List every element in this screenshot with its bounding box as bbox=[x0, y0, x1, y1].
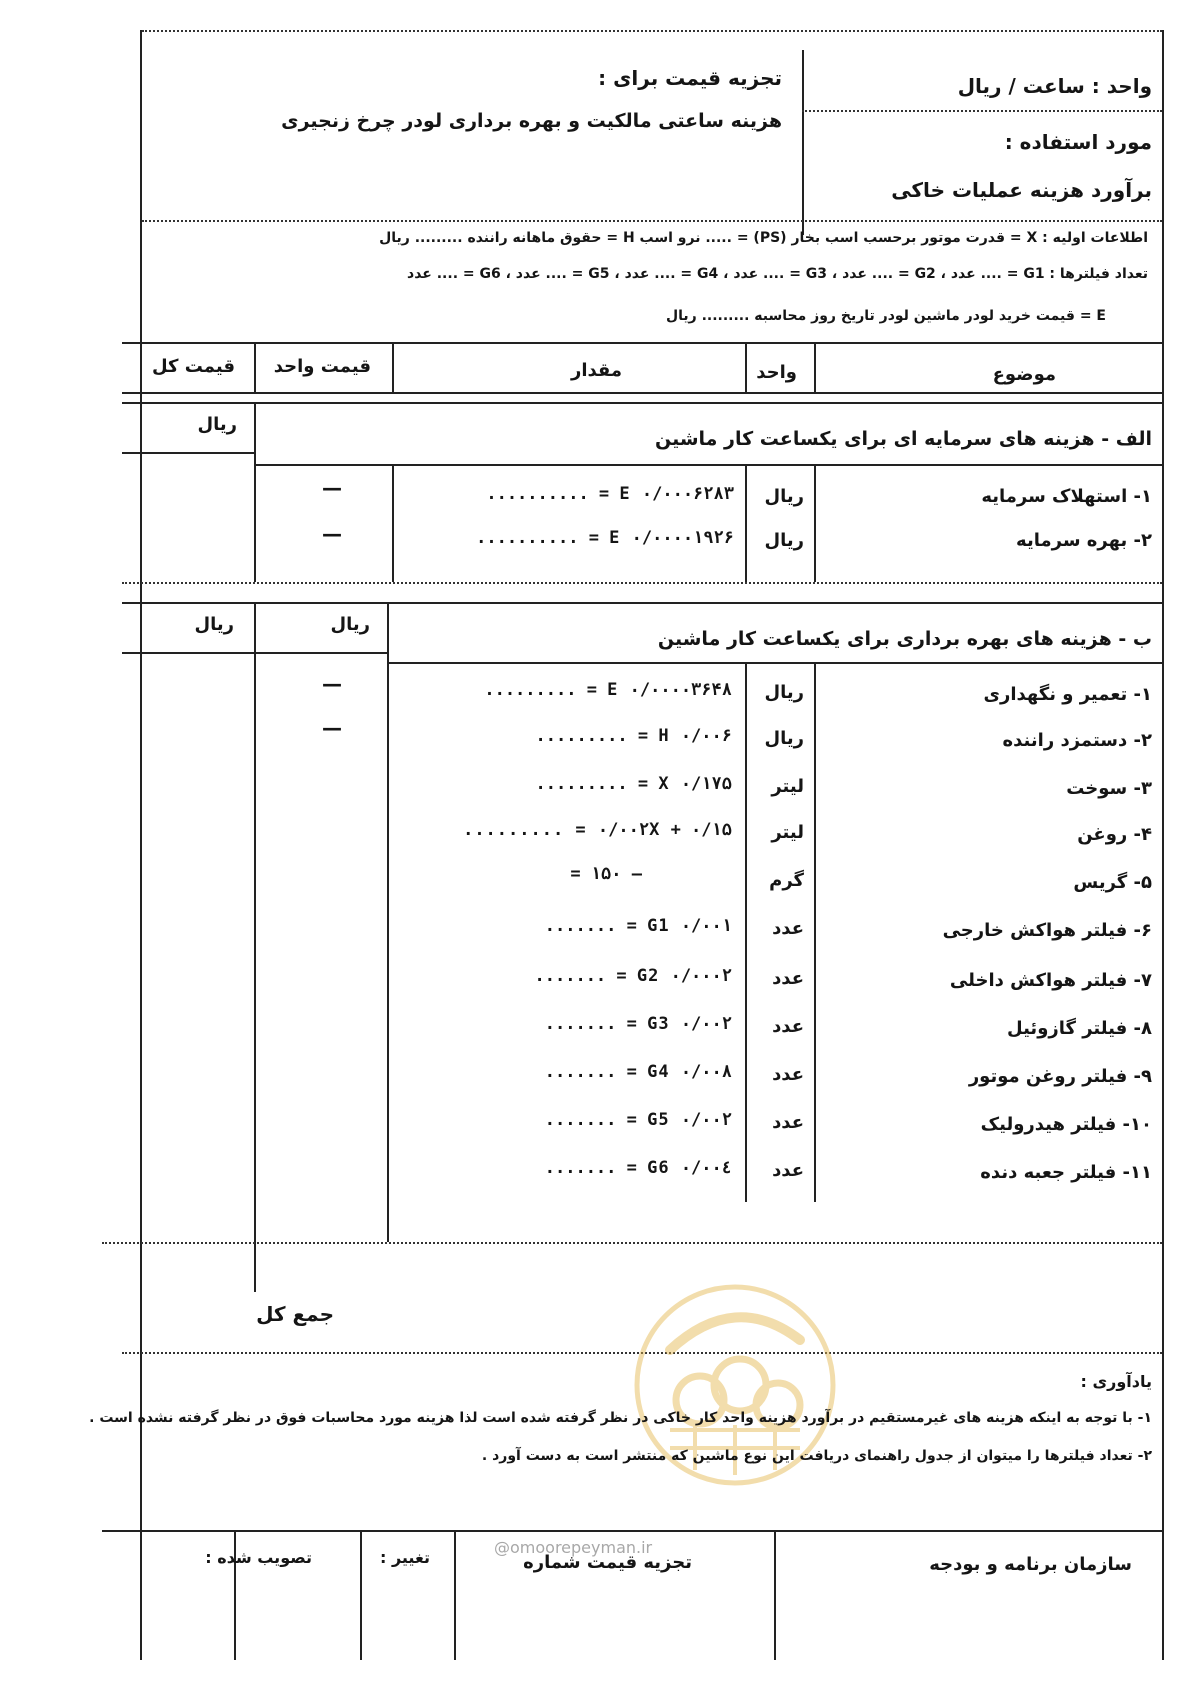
section-b-row-1-unit-price: — bbox=[322, 672, 342, 696]
section-b-row-11-amount: G6 ۰/۰۰٤ = ....... bbox=[544, 1158, 732, 1178]
col-sep-2 bbox=[392, 342, 394, 392]
section-b-currency-unit: ریال bbox=[330, 614, 370, 635]
section-b-rows-top bbox=[387, 662, 1162, 664]
header-rule-1 bbox=[802, 110, 1162, 112]
section-b-row-11-subject: ۱۱- فیلتر جعبه دنده bbox=[980, 1162, 1152, 1183]
usage-label: مورد استفاده : bbox=[1004, 130, 1152, 154]
section-b-top bbox=[122, 602, 1162, 604]
section-b-row-7-unit: عدد bbox=[772, 968, 804, 989]
section-a-row-1-amount: E ۰/۰۰۰۶۲۸۳ = .......... bbox=[486, 484, 734, 504]
section-b-row-8-subject: ۸- فیلتر گازوئیل bbox=[1007, 1018, 1152, 1039]
section-a-top bbox=[122, 402, 1162, 404]
col-subject: موضوع bbox=[992, 364, 1056, 385]
section-b-row-1-amount: E ۰/۰۰۰۰۳۶۴۸ = ......... bbox=[484, 680, 732, 700]
section-a-row-2-amount: E ۰/۰۰۰۰۱۹۲۶ = .......... bbox=[476, 528, 734, 548]
section-a-row-1-unit: ریال bbox=[764, 486, 804, 507]
section-b-row-11-unit: عدد bbox=[772, 1160, 804, 1181]
section-b-row-2-subject: ۲- دستمزد راننده bbox=[1002, 730, 1152, 751]
form-sheet bbox=[89, 30, 1164, 1660]
footer-approval: تصویب شده : bbox=[205, 1548, 312, 1567]
section-b-row-8-amount: G3 ۰/۰۰۲ = ....... bbox=[544, 1014, 732, 1034]
section-a-bottom bbox=[122, 582, 1162, 584]
section-a-row-1-subject: ۱- استهلاک سرمایه bbox=[981, 486, 1152, 507]
section-b-row-7-subject: ۷- فیلتر هواکش داخلی bbox=[949, 970, 1152, 991]
col-unit: واحد bbox=[756, 362, 797, 383]
grand-total-top bbox=[102, 1242, 1162, 1244]
section-b-row-5-subject: ۵- گریس bbox=[1073, 872, 1152, 893]
notes-title: یادآوری : bbox=[1080, 1372, 1152, 1391]
section-a-sep-2 bbox=[392, 464, 394, 582]
section-a-row-1-unit-price: — bbox=[322, 476, 342, 500]
header-divider bbox=[802, 50, 804, 235]
section-b-title: ب - هزینه های بهره برداری برای یکساعت کار ماشین bbox=[657, 628, 1152, 650]
section-b-row-4-subject: ۴- روغن bbox=[1077, 824, 1152, 845]
footer-sep-2 bbox=[360, 1530, 362, 1660]
footer-change: تغییر : bbox=[379, 1548, 430, 1567]
section-b-row-8-unit: عدد bbox=[772, 1016, 804, 1037]
section-b-row-5-amount: — ۱۵۰ = bbox=[570, 864, 642, 884]
section-a-sep-3 bbox=[745, 464, 747, 582]
section-a-currency-rule bbox=[122, 452, 254, 454]
section-a-row-2-subject: ۲- بهره سرمایه bbox=[1016, 530, 1152, 551]
section-b-row-6-amount: G1 ۰/۰۰۱ = ....... bbox=[544, 916, 732, 936]
section-b-row-2-amount: H ۰/۰۰۶ = ......... bbox=[535, 726, 732, 746]
section-b-row-6-unit: عدد bbox=[772, 918, 804, 939]
section-b-row-10-subject: ۱۰- فیلتر هیدرولیک bbox=[980, 1114, 1152, 1135]
grand-total-label: جمع کل bbox=[256, 1302, 334, 1326]
section-b-row-4-unit: لیتر bbox=[771, 822, 804, 843]
watermark-text: @omoorepeyman.ir bbox=[494, 1538, 653, 1557]
form-subtitle: هزینه ساعتی مالکیت و بهره برداری لودر چرخ زنجیری bbox=[281, 110, 782, 132]
note-1: ۱- با توجه به اینکه هزینه های غیرمستقیم در برآورد هزینه واحد کار خاکی در نظر گرفته شده است لذا هزینه مورد محاسبات فوق در نظر گرفته نشده است . bbox=[89, 1410, 1152, 1426]
section-b-row-3-amount: X ۰/۱۷۵ = ......... bbox=[535, 774, 732, 794]
section-a-sep-4 bbox=[814, 464, 816, 582]
section-b-row-4-amount: ۰/۱۵ + ۰/۰۰۲X = ......... bbox=[463, 820, 732, 840]
section-b-row-6-subject: ۶- فیلتر هواکش خارجی bbox=[942, 920, 1152, 941]
col-total-price: قیمت کل bbox=[151, 356, 235, 377]
section-b-row-3-subject: ۳- سوخت bbox=[1066, 778, 1152, 799]
footer-org: سازمان برنامه و بودجه bbox=[929, 1554, 1132, 1575]
form-title: تجزیه قیمت برای : bbox=[598, 66, 782, 90]
info-line-2: تعداد فیلترها : G1 = .... عدد ، G2 = .... عدد ، G3 = .... عدد ، G4 = .... عدد ، G5 = .... عدد ، G6 = .... عدد bbox=[407, 266, 1148, 282]
header-bottom bbox=[142, 220, 1162, 222]
col-sep-1 bbox=[254, 342, 256, 392]
section-b-row-9-unit: عدد bbox=[772, 1064, 804, 1085]
section-b-row-9-amount: G4 ۰/۰۰۸ = ....... bbox=[544, 1062, 732, 1082]
section-b-row-3-unit: لیتر bbox=[771, 776, 804, 797]
section-b-currency-total: ریال bbox=[194, 614, 234, 635]
estimate-label: برآورد هزینه عملیات خاکی bbox=[891, 178, 1152, 202]
top-border bbox=[142, 30, 1162, 32]
section-b-sep-2 bbox=[387, 602, 389, 1242]
section-a-row-2-unit-price: — bbox=[322, 522, 342, 546]
info-line-1: اطلاعات اولیه : X = قدرت موتور برحسب اسب بخار (PS) = ..... نرو اسب H = حقوق ماهانه راننده ......... ریال bbox=[379, 230, 1148, 246]
section-b-sep-3 bbox=[745, 662, 747, 1202]
note-2: ۲- تعداد فیلترها را میتوان از جدول راهنمای دریافت این نوع ماشین که منتشر است به دست آورد . bbox=[481, 1448, 1152, 1464]
section-b-sep-1 bbox=[254, 602, 256, 1292]
section-b-row-5-unit: گرم bbox=[769, 870, 804, 891]
info-line-3: E = قیمت خرید لودر ماشین لودر تاریخ روز محاسبه ......... ریال bbox=[665, 308, 1106, 324]
unit-label: واحد : ساعت / ریال bbox=[957, 74, 1152, 98]
section-a-row-2-unit: ریال bbox=[764, 530, 804, 551]
col-unit-price: قیمت واحد bbox=[273, 356, 371, 377]
section-a-currency: ریال bbox=[197, 414, 237, 435]
section-a-rows-top bbox=[254, 464, 1162, 466]
col-sep-4 bbox=[814, 342, 816, 392]
col-amount: مقدار bbox=[570, 360, 622, 381]
col-header-top bbox=[122, 342, 1162, 344]
col-sep-3 bbox=[745, 342, 747, 392]
section-b-sep-4 bbox=[814, 662, 816, 1202]
section-b-currency-rule bbox=[122, 652, 387, 654]
footer-top bbox=[102, 1530, 1162, 1532]
section-b-row-10-amount: G5 ۰/۰۰۲ = ....... bbox=[544, 1110, 732, 1130]
footer-sep-4 bbox=[774, 1530, 776, 1660]
section-b-row-7-amount: G2 ۰/۰۰۰۲ = ....... bbox=[534, 966, 732, 986]
section-b-row-1-unit: ریال bbox=[764, 682, 804, 703]
section-b-row-2-unit: ریال bbox=[764, 728, 804, 749]
section-b-row-10-unit: عدد bbox=[772, 1112, 804, 1133]
section-a-title: الف - هزینه های سرمایه ای برای یکساعت کار ماشین bbox=[655, 428, 1152, 450]
section-a-sep-1 bbox=[254, 402, 256, 582]
section-b-row-1-subject: ۱- تعمیر و نگهداری bbox=[983, 684, 1152, 705]
section-b-row-9-subject: ۹- فیلتر روغن موتور bbox=[968, 1066, 1152, 1087]
footer-analysis-no: تجزیه قیمت شماره bbox=[523, 1552, 692, 1573]
col-header-bottom bbox=[122, 392, 1162, 394]
section-b-row-2-unit-price: — bbox=[322, 716, 342, 740]
footer-sep-3 bbox=[454, 1530, 456, 1660]
